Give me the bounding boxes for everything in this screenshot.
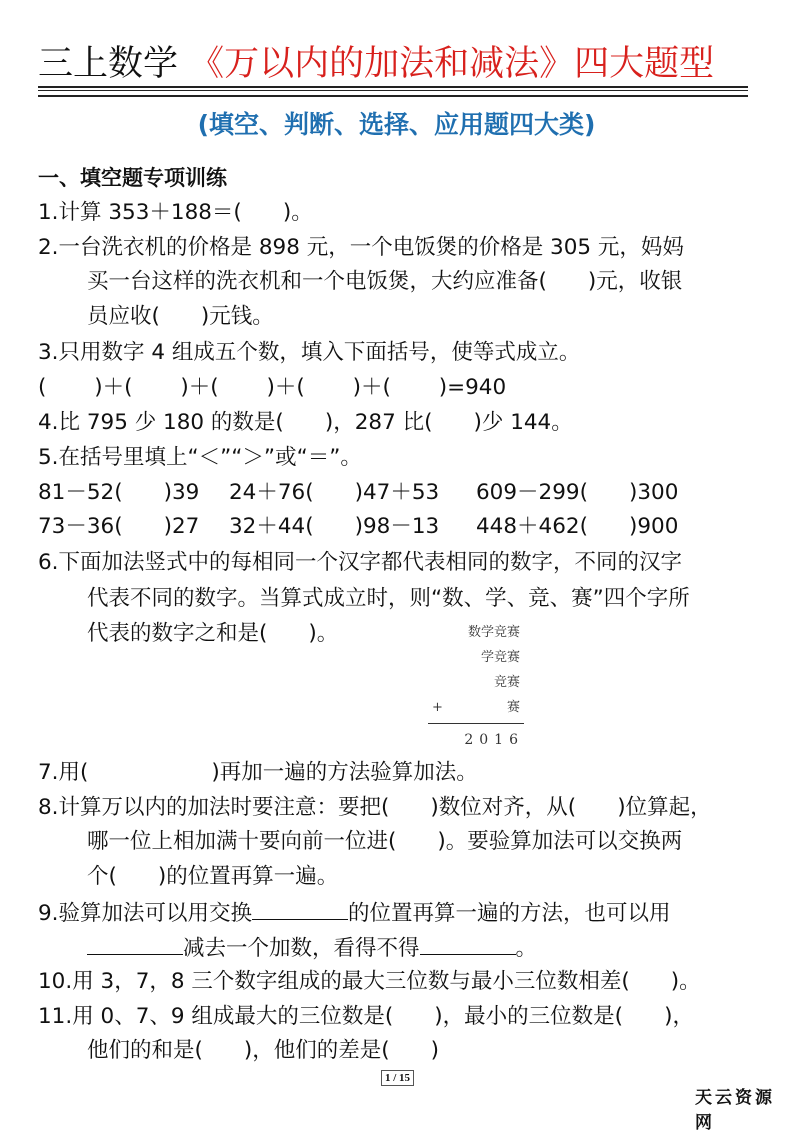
page-title (38, 42, 758, 86)
addend-row: 竞赛 (493, 675, 520, 690)
question-4: 4.比 795 少 180 的数是( )，287 比( )少 144。 (38, 410, 573, 435)
vertical-addition-figure (428, 620, 524, 753)
addend-row (428, 695, 524, 720)
answer-blank[interactable] (252, 897, 348, 920)
question-11-line-2: 他们的和是( )，他们的差是( ) (87, 1038, 440, 1063)
answer-blank[interactable] (87, 932, 183, 955)
addend-text: 赛 (506, 700, 520, 715)
question-9-line-2 (87, 932, 537, 964)
question-3-line-1: 3.只用数字 4 组成五个数，填入下面括号，使等式成立。 (38, 340, 581, 365)
title-highlight: 《万以内的加法和减法》四大题型 (189, 44, 715, 84)
addend-row: 数学竞赛 (467, 625, 520, 640)
comparison-item: 24＋76( )47＋53 (229, 480, 440, 505)
comparison-item: 448＋462( )900 (476, 514, 679, 539)
comparison-item: 32＋44( )98－13 (229, 514, 440, 539)
section-heading: 一、填空题专项训练 (38, 166, 227, 190)
question-2-line-2: 买一台这样的洗衣机和一个电饭煲，大约应准备( )元，收银 (87, 269, 683, 294)
sum-rule (428, 723, 524, 724)
q9-text-b: 的位置再算一遍的方法，也可以用 (348, 901, 671, 926)
question-9-line-1 (38, 897, 671, 929)
comparison-item: 73－36( )27 (38, 514, 200, 539)
question-10: 10.用 3，7，8 三个数字组成的最大三位数与最小三位数相差( )。 (38, 969, 701, 994)
question-6-line-1: 6.下面加法竖式中的每相同一个汉字都代表相同的数字，不同的汉字 (38, 550, 683, 575)
comparison-item: 609－299( )300 (476, 480, 679, 505)
sum-result: 2016 (464, 732, 524, 748)
q9-text-c: 减去一个加数，看得不得 (183, 936, 420, 961)
question-8-line-3: 个( )的位置再算一遍。 (87, 864, 339, 889)
question-5: 5.在括号里填上“＜”“＞”或“＝”。 (38, 445, 362, 470)
plus-sign: + (432, 700, 443, 715)
title-double-rule (38, 86, 748, 97)
question-11-line-1: 11.用 0、7、9 组成最大的三位数是( )，最小的三位数是( )， (38, 1004, 694, 1029)
question-6-line-2: 代表不同的数字。当算式成立时，则“数、学、竞、赛”四个字所 (87, 586, 690, 611)
title-prefix: 三上数学 (38, 44, 179, 84)
watermark: 天云资源网 (695, 1088, 775, 1133)
question-8-line-2: 哪一位上相加满十要向前一位进( )。要验算加法可以交换两 (87, 829, 683, 854)
answer-blank[interactable] (420, 932, 516, 955)
question-2-line-3: 员应收( )元钱。 (87, 304, 274, 329)
page-indicator: 1 / 15 (381, 1070, 414, 1086)
question-2-line-1: 2.一台洗衣机的价格是 898 元，一个电饭煲的价格是 305 元，妈妈 (38, 235, 684, 260)
question-1: 1.计算 353＋188＝( )。 (38, 200, 313, 225)
question-6-line-3: 代表的数字之和是( )。 (87, 621, 339, 646)
question-3-equation: ( )＋( )＋( )＋( )＋( )=940 (38, 375, 507, 400)
q9-text-d: 。 (515, 936, 538, 961)
comparison-item: 81－52( )39 (38, 480, 200, 505)
addend-row: 学竞赛 (480, 650, 520, 665)
question-8-line-1: 8.计算万以内的加法时要注意：要把( )数位对齐，从( )位算起， (38, 795, 712, 820)
page-subtitle: (填空、判断、选择、应用题四大类) (197, 110, 596, 139)
question-7: 7.用( )再加一遍的方法验算加法。 (38, 760, 478, 785)
q9-text-a: 9.验算加法可以用交换 (38, 901, 253, 926)
